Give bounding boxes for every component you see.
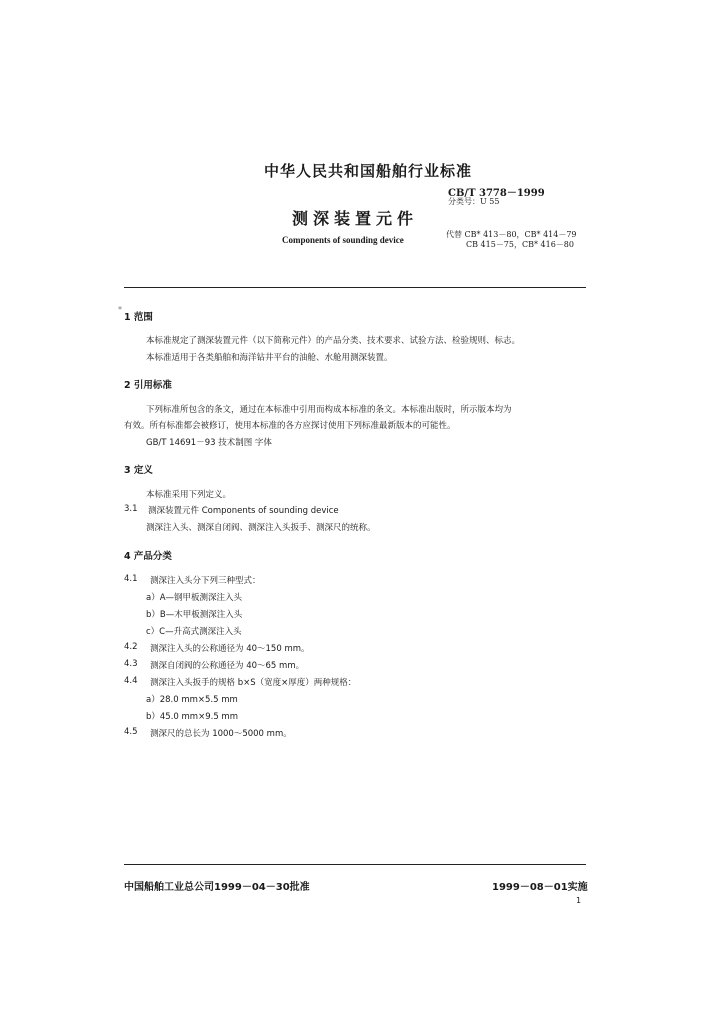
list-item: c）C—升高式测深注入头 (146, 627, 242, 637)
clause-text: 测深注入头扳手的规格 b×S（宽度×厚度）两种规格： (150, 678, 357, 688)
section-heading: 3 定义 (124, 465, 153, 476)
page-number: 1 (576, 896, 582, 905)
list-item: b）B—木甲板测深注入头 (146, 610, 243, 620)
definition-text: 测深注入头、测深自闭阀、测深注入头扳手、测深尺的统称。 (146, 523, 376, 533)
effective-date: 1999－08－01实施 (492, 882, 588, 893)
list-item: b）45.0 mm×9.5 mm (146, 712, 238, 722)
clause-text: 测深注入头的公称通径为 40～150 mm。 (150, 644, 310, 654)
list-item: a）28.0 mm×5.5 mm (146, 695, 238, 705)
document-title-cn: 测深装置元件 (292, 209, 419, 228)
clause-text: 测深注入头分下列三种型式： (150, 576, 261, 586)
paragraph: 本标准采用下列定义。 (146, 490, 232, 500)
approval-date: 中国船舶工业总公司1999－04－30批准 (124, 882, 310, 893)
replaces-line-1: 代替 CB* 413－80，CB* 414－79 (446, 230, 577, 239)
list-item: a）A—钢甲板测深注入头 (146, 593, 243, 603)
reference-item: GB/T 14691－93 技术制图 字体 (146, 438, 272, 448)
footer-divider (124, 864, 586, 865)
paragraph: 下列标准所包含的条文，通过在本标准中引用而构成本标准的条文。本标准出版时，所示版本均为 (146, 405, 512, 415)
section-heading: 4 产品分类 (124, 551, 172, 562)
clause-number: 4.3 (124, 659, 138, 669)
issuer-title: 中华人民共和国船舶行业标准 (264, 162, 473, 180)
header-divider (124, 287, 586, 288)
document-title-en: Components of sounding device (282, 235, 404, 245)
paragraph: 本标准规定了测深装置元件（以下简称元件）的产品分类、技术要求、试验方法、检验规则、标志。 (146, 336, 521, 346)
clause-number: 4.2 (124, 642, 138, 652)
replaces-line-2: CB 415－75，CB* 416－80 (466, 240, 574, 249)
definition-term: 测深装置元件 Components of sounding device (148, 506, 339, 516)
margin-mark: * (118, 305, 122, 314)
section-heading: 2 引用标准 (124, 380, 172, 391)
clause-text: 测深自闭阀的公称通径为 40～65 mm。 (150, 661, 305, 671)
paragraph: 本标准适用于各类船舶和海洋钻井平台的油舱、水舱用测深装置。 (146, 353, 393, 363)
clause-text: 测深尺的总长为 1000～5000 mm。 (150, 729, 292, 739)
clause-number: 3.1 (124, 504, 138, 514)
classification-number: 分类号：U 55 (448, 197, 500, 206)
clause-number: 4.5 (124, 727, 138, 737)
standard-code: CB/T 3778－1999 (448, 188, 545, 199)
section-heading: 1 范围 (124, 312, 153, 323)
clause-number: 4.1 (124, 574, 138, 584)
clause-number: 4.4 (124, 676, 138, 686)
paragraph: 有效。所有标准都会被修订，使用本标准的各方应探讨使用下列标准最新版本的可能性。 (124, 421, 456, 431)
